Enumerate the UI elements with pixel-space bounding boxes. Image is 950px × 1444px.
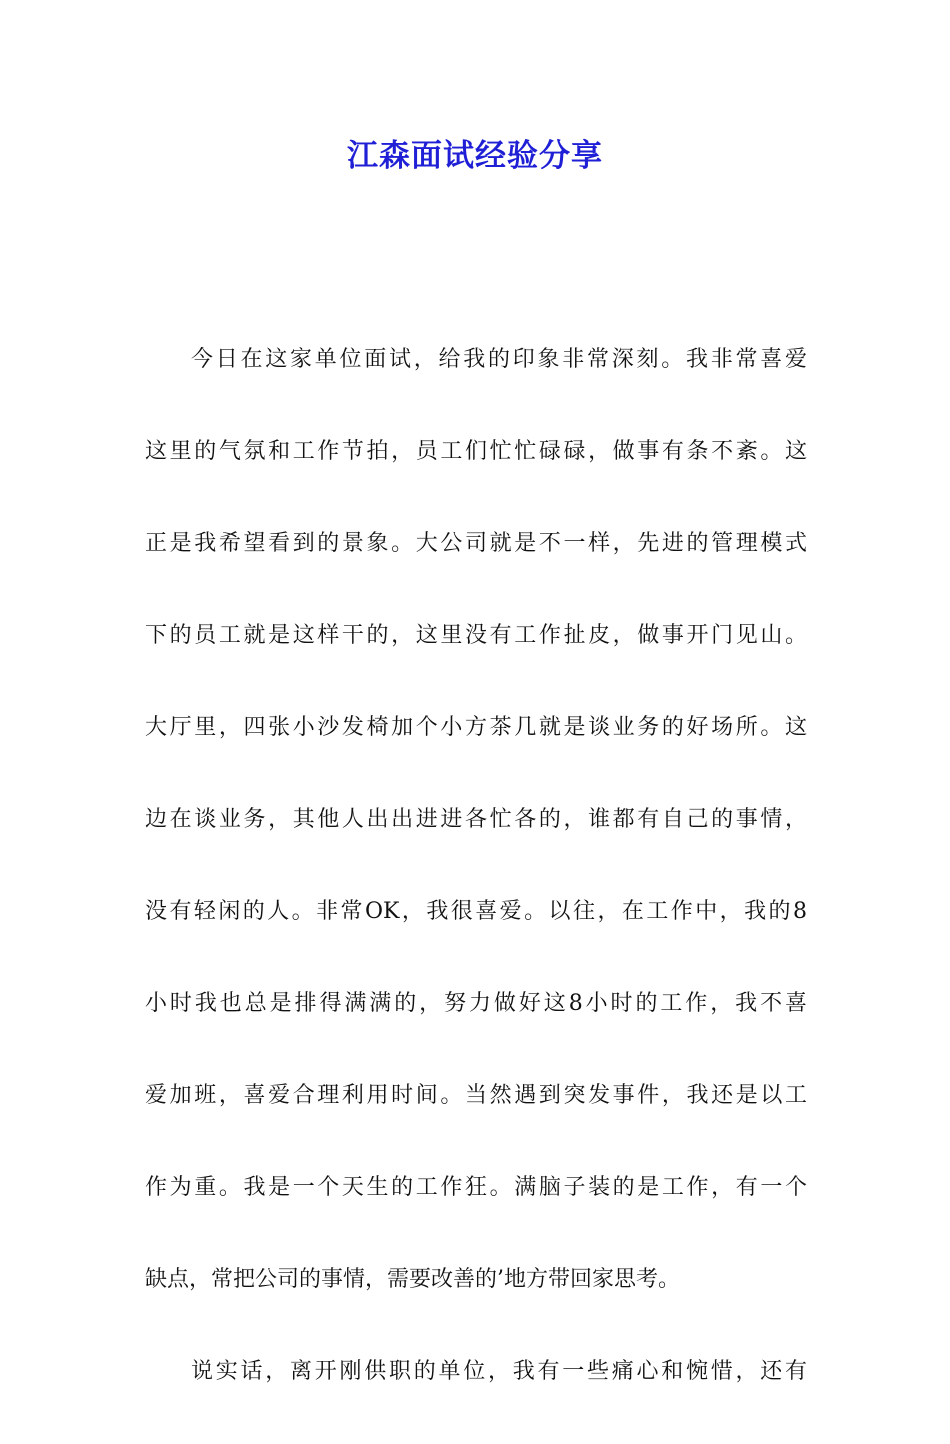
paragraph-line: 今日在这家单位面试，给我的印象非常深刻。我非常喜爱 — [191, 347, 807, 372]
paragraph-line: 说实话，离开刚供职的单位，我有一些痛心和惋惜，还有 — [191, 1359, 807, 1384]
paragraph-line: 爱加班，喜爱合理利用时间。当然遇到突发事件，我还是以工 — [145, 1083, 807, 1108]
paragraph-line: 缺点，常把公司的事情，需要改善的’地方带回家思考。 — [145, 1267, 680, 1292]
paragraph-line: 小时我也总是排得满满的，努力做好这8小时的工作，我不喜 — [145, 991, 807, 1016]
document-body — [145, 340, 807, 1444]
document-title: 江森面试经验分享 — [347, 138, 603, 174]
paragraph-line: 没有轻闲的人。非常OK，我很喜爱。以往，在工作中，我的8 — [145, 899, 807, 924]
paragraph-line: 这里的气氛和工作节拍，员工们忙忙碌碌，做事有条不紊。这 — [145, 439, 807, 464]
paragraph-line: 下的员工就是这样干的，这里没有工作扯皮，做事开门见山。 — [145, 623, 807, 648]
paragraph-line: 作为重。我是一个天生的工作狂。满脑子装的是工作，有一个 — [145, 1175, 807, 1200]
paragraph-line: 边在谈业务，其他人出出进进各忙各的，谁都有自己的事情， — [145, 807, 807, 832]
paragraph-line: 大厅里，四张小沙发椅加个小方茶几就是谈业务的好场所。这 — [145, 715, 807, 740]
paragraph-line: 正是我希望看到的景象。大公司就是不一样，先进的管理模式 — [145, 531, 807, 556]
